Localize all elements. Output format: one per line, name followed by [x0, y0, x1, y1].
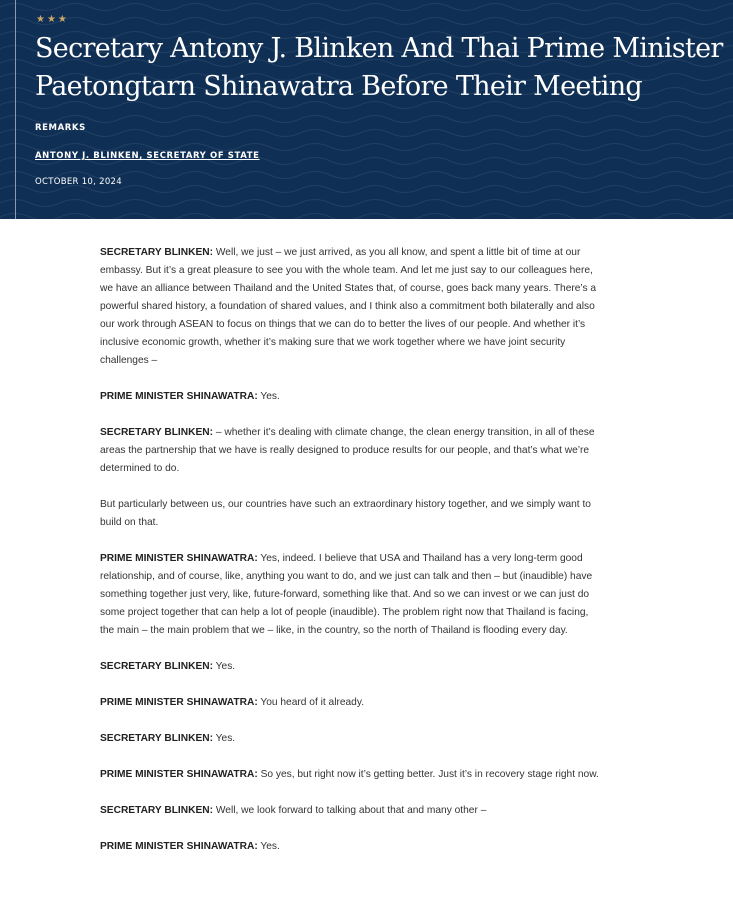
transcript-paragraph — [100, 730, 605, 748]
transcript-body — [100, 244, 605, 874]
speech-text: Yes, indeed. I believe that USA and Thailand has a very long-term good relationship, and of course, like, anything you want to do, and we just can talk and then – but (inaudible) have something together just very, like, future-forward, something like that. And so we can invest or we can just do some project together that can help a lot of people (inaudible). The problem right now that Thailand is facing, the main – the main problem that we – like, in the country, so the north of Thailand is flooding every day. — [100, 553, 593, 636]
speaker-label: PRIME MINISTER SHINAWATRA: — [100, 697, 258, 708]
speaker-label: SECRETARY BLINKEN: — [100, 661, 214, 672]
speech-text: But particularly between us, our countries have such an extraordinary history together, and we simply want to build on that. — [100, 499, 591, 528]
transcript-paragraph — [100, 496, 605, 532]
speech-text: Well, we look forward to talking about that and many other – — [215, 805, 487, 816]
stars-icon: ★★★ — [36, 14, 69, 25]
transcript-paragraph — [100, 658, 605, 676]
speech-text: – whether it’s dealing with climate change, the clean energy transition, in all of these areas the partnership that we have is really designed to produce results for our people, and that’s what we’re determined to do. — [100, 427, 595, 474]
author-link[interactable]: ANTONY J. BLINKEN, SECRETARY OF STATE — [35, 151, 260, 161]
transcript-paragraph — [100, 550, 605, 640]
hero-divider-line — [15, 0, 16, 219]
transcript-paragraph — [100, 694, 605, 712]
speaker-label: SECRETARY BLINKEN: — [100, 805, 214, 816]
page-title: Secretary Antony J. Blinken And Thai Prime Minister Paetongtarn Shinawatra Before Their Meeting — [35, 33, 723, 102]
speech-text: Yes. — [260, 391, 280, 402]
speech-text: Yes. — [215, 661, 236, 672]
speaker-label: SECRETARY BLINKEN: — [100, 427, 214, 438]
transcript-paragraph — [100, 766, 605, 784]
speech-text: You heard of it already. — [260, 697, 365, 708]
speaker-label: PRIME MINISTER SHINAWATRA: — [100, 769, 258, 780]
transcript-paragraph — [100, 244, 605, 370]
transcript-paragraph — [100, 838, 605, 856]
transcript-paragraph — [100, 424, 605, 478]
speech-text: So yes, but right now it’s getting better. Just it’s in recovery stage right now. — [260, 769, 599, 780]
transcript-paragraph — [100, 802, 605, 820]
speaker-label: SECRETARY BLINKEN: — [100, 733, 214, 744]
content-type-label: REMARKS — [35, 123, 86, 133]
speech-text: Yes. — [215, 733, 236, 744]
speaker-label: PRIME MINISTER SHINAWATRA: — [100, 391, 258, 402]
speaker-label: PRIME MINISTER SHINAWATRA: — [100, 553, 258, 564]
page-header — [0, 0, 733, 219]
speaker-label: SECRETARY BLINKEN: — [100, 247, 214, 258]
speaker-label: PRIME MINISTER SHINAWATRA: — [100, 841, 258, 852]
publish-date: OCTOBER 10, 2024 — [35, 177, 122, 187]
speech-text: Well, we just – we just arrived, as you all know, and spent a little bit of time at our embassy. But it’s a great pleasure to see you with the whole team. And let me just say to our colleagues here, we have an alliance between Thailand and the United States that, of course, goes back many years. There’s a powerful shared history, a foundation of shared values, and I think also a commitment both bilaterally and also our work through ASEAN to focus on things that we can do to better the lives of our people. And whether it’s inclusive economic growth, whether it’s making sure that we work together where we have joint security challenges – — [100, 247, 597, 366]
speech-text: Yes. — [260, 841, 280, 852]
transcript-paragraph — [100, 388, 605, 406]
